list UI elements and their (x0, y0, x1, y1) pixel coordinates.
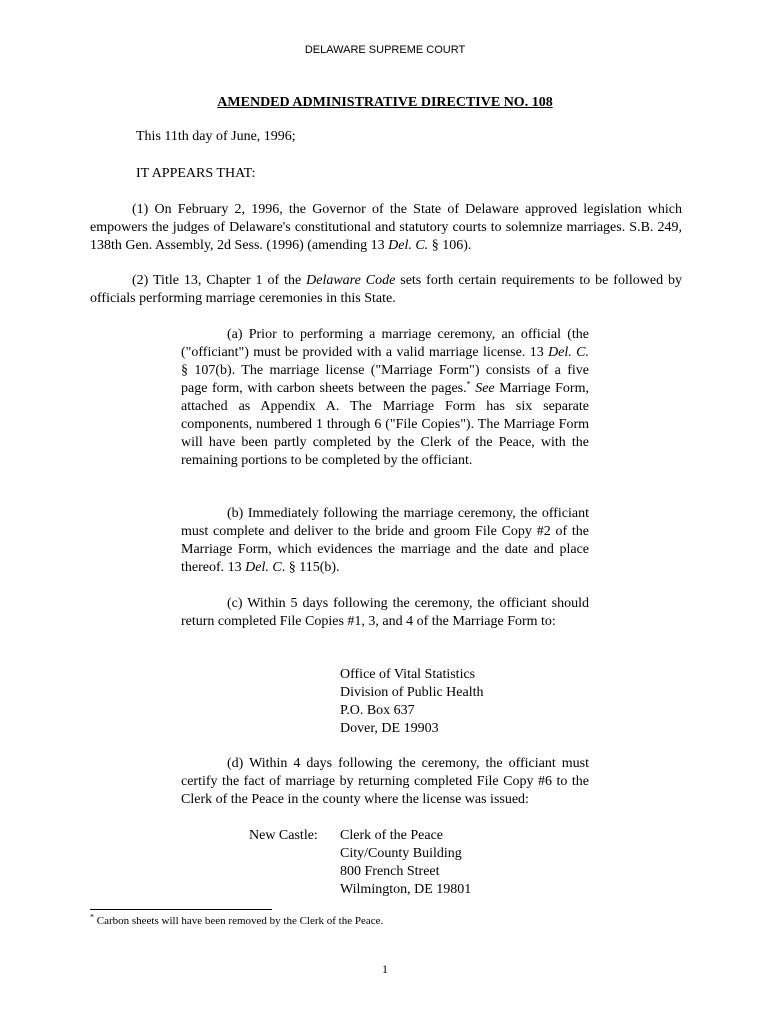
address-line: 800 French Street (340, 864, 440, 879)
paragraph-1 (90, 201, 682, 255)
court-header: DELAWARE SUPREME COURT (304, 44, 466, 56)
address-line: P.O. Box 637 (340, 703, 415, 718)
subparagraph-d: (d) Within 4 days following the ceremony, the officiant must certify the fact of marriage by returning completed File Copy #6 to the Clerk of the Peace in the county where the license was issued: (181, 756, 589, 807)
subparagraph-a-text: (a) Prior to performing a marriage ceremony, an official (the ("officiant") must be provided with a valid marriage license. 13 (181, 327, 589, 360)
address-line: Dover, DE 19903 (340, 721, 439, 736)
paragraph-1-citation: Del. C. (388, 238, 429, 253)
footnote-reference: * (466, 379, 471, 389)
subparagraph-a-see: See (470, 381, 495, 396)
paragraph-2-text: (2) Title 13, Chapter 1 of the (132, 273, 307, 288)
footnote-divider (90, 909, 272, 910)
subparagraph-b-text: (b) Immediately following the marriage ceremony, the officiant must complete and deliver to the bride and groom File Copy #2 of the Marriage Form, which evidences the marriage and the date and place thereof. 13 (181, 506, 589, 575)
directive-title: AMENDED ADMINISTRATIVE DIRECTIVE NO. 108 (217, 95, 553, 110)
subparagraph-a-citation: Del. C. (548, 345, 589, 360)
footnote (90, 914, 383, 928)
paragraph-2-end: sets forth certain requirements to be followed by officials performing marriage ceremonies in this State. (90, 273, 683, 306)
date-line: This 11th day of June, 1996; (136, 129, 296, 144)
vital-statistics-address (340, 666, 484, 738)
subparagraph-c: (c) Within 5 days following the ceremony, the officiant should return completed File Copies #1, 3, and 4 of the Marriage Form to: (181, 596, 589, 629)
footnote-text: Carbon sheets will have been removed by the Clerk of the Peace. (96, 915, 384, 927)
address-line: Clerk of the Peace (340, 828, 444, 843)
address-line: Wilmington, DE 19801 (340, 882, 472, 897)
paragraph-1-text: (1) On February 2, 1996, the Governor of the State of Delaware approved legislation which empowers the judges of Delaware's constitutional and statutory courts to solemnize marriages. S.B. 249, 138th Gen. Assembly, 2d Sess. (1996) (amending 13 (90, 202, 682, 253)
address-line: Office of Vital Statistics (340, 667, 476, 682)
subparagraph-b-end: . § 115(b). (281, 560, 340, 575)
paragraph-2 (90, 272, 682, 308)
subparagraph-b (181, 505, 589, 577)
subparagraph-a-text-2: § 107(b). The marriage license ("Marriage Form") consists of a five page form, with carbon sheets between the pages. (181, 363, 589, 396)
paragraph-2-code: Delaware Code (306, 273, 396, 288)
address-line: Division of Public Health (340, 685, 484, 700)
county-label: New Castle: (249, 828, 318, 843)
clerk-address (340, 827, 471, 899)
appears-line: IT APPEARS THAT: (136, 166, 256, 181)
paragraph-1-end: § 106). (428, 238, 472, 253)
footnote-mark: * (90, 912, 94, 922)
subparagraph-b-citation: Del. C (245, 560, 282, 575)
address-line: City/County Building (340, 846, 462, 861)
page-number: 1 (382, 962, 388, 976)
subparagraph-a (181, 326, 589, 470)
subparagraph-a-text-3: Marriage Form, attached as Appendix A. The Marriage Form has six separate components, numbered 1 through 6 ("File Copies"). The Marriage Form will have been partly completed by the Clerk of the Peace, with the remaining portions to be completed by the officiant. (181, 381, 589, 468)
